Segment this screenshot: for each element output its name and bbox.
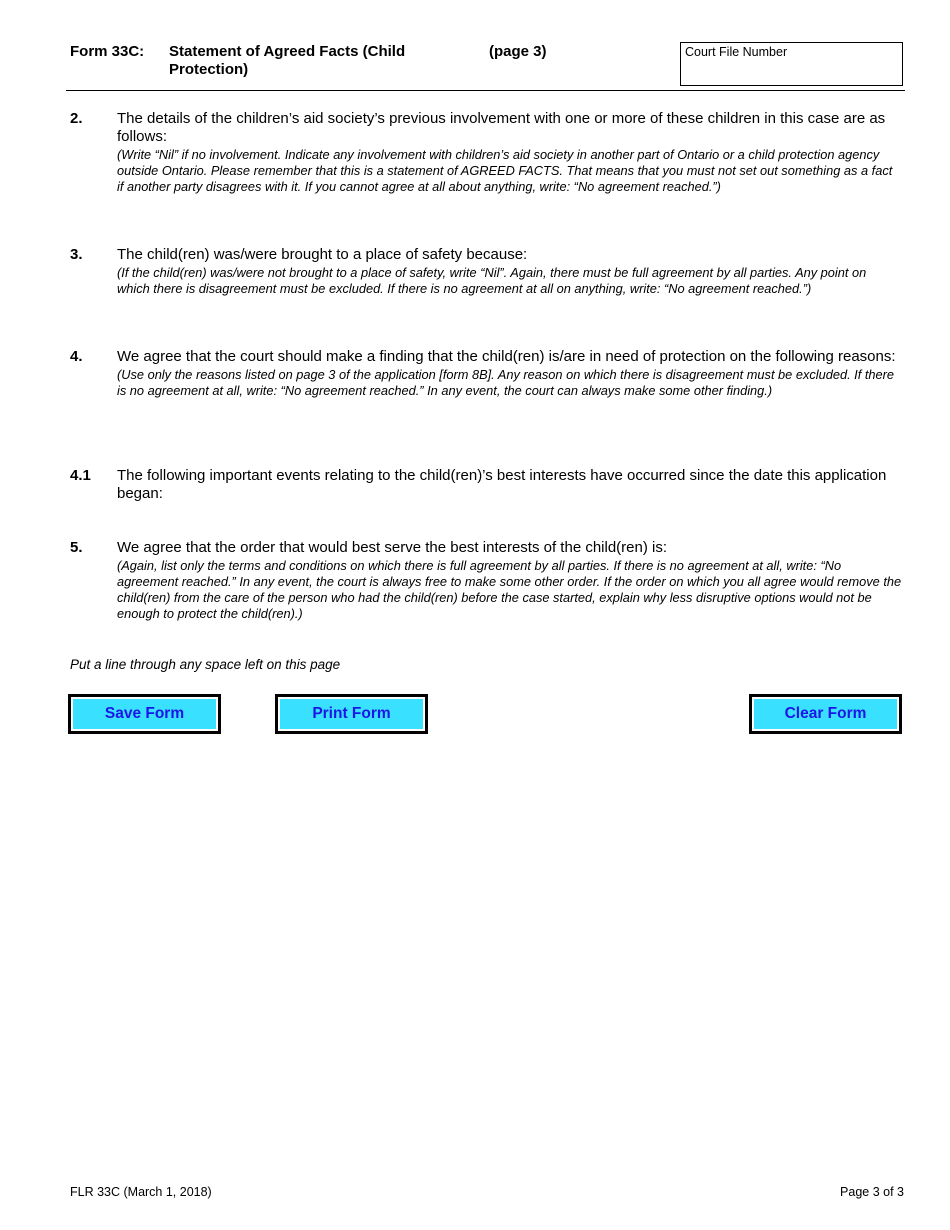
section-number: 4. [70, 348, 83, 365]
section-note: (If the child(ren) was/were not brought to a place of safety, write “Nil”. Again, there must be full agreement by all parties. Any point on which there is disagreement must be excluded. If there is no agreement at all on anything, write: “No agreement reached.”) [117, 265, 867, 296]
section-body [117, 539, 902, 622]
section-number: 3. [70, 246, 83, 263]
section-body [117, 348, 902, 399]
section-text: The following important events relating to the child(ren)’s best interests have occurred since the date this application began: [117, 467, 887, 502]
section-text: The child(ren) was/were brought to a place of safety because: [117, 246, 528, 263]
section-body [117, 246, 902, 297]
header-divider [66, 90, 905, 91]
form-version: FLR 33C (March 1, 2018) [70, 1185, 212, 1199]
section-note: (Write “Nil” if no involvement. Indicate any involvement with children’s aid society in another part of Ontario or a child protection agency outside Ontario. Please remember that this is a statement of AGREED FACTS. That means that you must not set out something as a fact if another party disagrees with it. If you cannot agree at all about anything, write: “No agreement reached.”) [117, 147, 893, 194]
section-note: (Use only the reasons listed on page 3 of the application [form 8B]. Any reason on which there is disagreement must be excluded. If there is no agreement at all, write: “No agreement reached.” In any event, the court can always make some other finding.) [117, 367, 895, 398]
form-title: Statement of Agreed Facts (Child Protection) [169, 43, 406, 78]
section-text: We agree that the court should make a finding that the child(ren) is/are in need of protection on the following reasons: [117, 348, 896, 365]
form-label: Form 33C: [70, 43, 145, 60]
section-body [117, 110, 902, 195]
print-form-button[interactable]: Print Form [275, 694, 428, 734]
section-number: 4.1 [70, 467, 91, 484]
court-file-number-label: Court File Number [685, 45, 788, 59]
section-text: The details of the children’s aid society’s previous involvement with one or more of these children in this case are as follows: [117, 110, 886, 145]
page-space-note: Put a line through any space left on this page [70, 657, 341, 672]
save-form-button[interactable]: Save Form [68, 694, 221, 734]
section-body [117, 467, 902, 503]
section-text: We agree that the order that would best serve the best interests of the child(ren) is: [117, 539, 668, 556]
page-count: Page 3 of 3 [840, 1185, 904, 1199]
clear-form-button[interactable]: Clear Form [749, 694, 902, 734]
section-number: 2. [70, 110, 83, 127]
page-indicator: (page 3) [489, 43, 547, 60]
section-number: 5. [70, 539, 83, 556]
section-note: (Again, list only the terms and conditions on which there is full agreement by all parties. If there is no agreement at all, write: “No agreement reached.” In any event, the court is always free to make some other order. If the order on which you all agree would remove the child(ren) from the care of the person who had the child(ren) before the case started, explain why less disruptive options would not be enough to protect the child(ren).) [117, 558, 902, 621]
court-file-number-field[interactable] [680, 42, 903, 86]
